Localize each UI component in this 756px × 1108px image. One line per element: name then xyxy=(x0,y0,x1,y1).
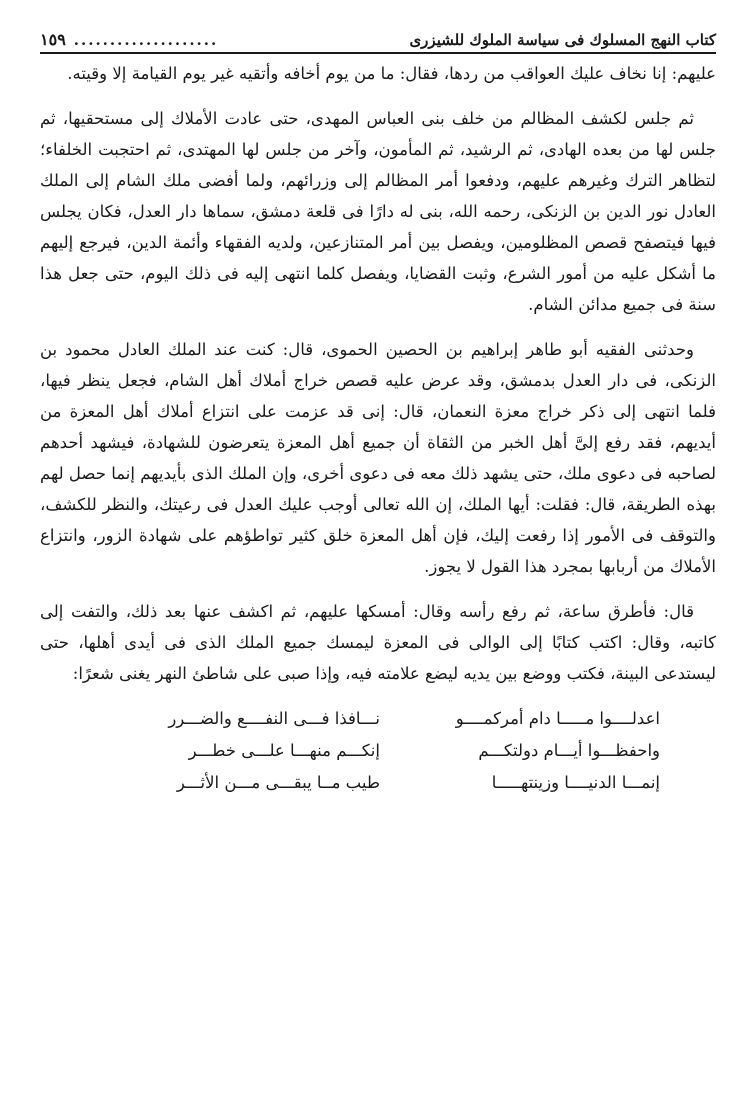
dot-leader: .................... xyxy=(73,31,219,49)
paragraph-2: ثم جلس لكشف المظالم من خلف بنى العباس المهدى، حتى عادت الأملاك إلى مستحقيها، ثم جلس لها من بعده الهادى، ثم الرشيد، ثم المأمون، وآخر من جلس لها المهتدى، ثم احتجبت الخلفاء؛ لتظاهر الترك وغيرهم عليهم، ودفعوا أمر المظالم إلى وزرائهم، ولما أفضى ملك الشام إلى الملك العادل نور الدين بن الزنكى، رحمه الله، بنى له دارًا فى قلعة دمشق، سماها دار العدل، فكان يجلس فيها فيتصفح قصص المظلومين، ويفصل بين أمر المتنازعين، ولديه الفقهاء وأئمة الدين، فيرجع إليهم ما أشكل عليه من أمور الشرع، وثبت القضايا، ويفصل كلما انتهى إليه فى ذلك اليوم، حتى جعل هذا سنة فى جميع مدائن الشام. xyxy=(40,109,716,314)
page-number: ١٥٩ xyxy=(40,30,66,49)
running-title: كتاب النهج المسلوك فى سياسة الملوك للشيزرى xyxy=(409,31,716,49)
verse-first-hemistich: إنمـــا الدنيــــا وزينتهـــــا xyxy=(491,773,660,792)
paragraph-3: وحدثنى الفقيه أبو طاهر إبراهيم بن الحصين الحموى، قال: كنت عند الملك العادل محمود بن الزنكى، فى دار العدل بدمشق، وقد عرض عليه قصص خراج أملاك أهل الشام، فجعل ينظر فيها، فلما انتهى إلى ذكر خراج معزة النعمان، قال: إنى قد عزمت على انتزاع أملاك أهل المعزة من أيديهم، فقد رفع إلىَّ أهل الخبر من الثقاة أن جميع أهل المعزة يتعرضون للشهادة، فيشهد أحدهم لصاحبه فى دعوى ملك، حتى يشهد ذلك معه فى دعوى أخرى، وإن الملك الذى بأيديهم إنما حصل لهم بهذه الطريقة، قال: فقلت: أيها الملك، إن الله تعالى أوجب عليك العدل فى رعيتك، والنظر للكشف، والتوقف فى الأمور إذا رفعت إليك، فإن أهل المعزة خلق كثير تواطؤهم على شهادة الزور، وانتزاع الأملاك من أربابها بمجرد هذا القول لا يجوز. xyxy=(40,340,716,576)
verse-first-hemistich: اعدلــــوا مـــــا دام أمركمــــو xyxy=(455,709,660,728)
running-header xyxy=(40,30,716,54)
paragraph-4: قال: فأطرق ساعة، ثم رفع رأسه وقال: أمسكها عليهم، ثم اكشف عنها بعد ذلك، والتفت إلى كاتبه، وقال: اكتب كتابًا إلى الوالى فى المعزة ليمسك جميع الملك الذى فى أيدى أهلها، حتى ليستدعى البينة، فكتب ووضع بين يديه ليضع علامته فيه، وإذا صبى على شاطئ النهر يغنى شعرًا: xyxy=(40,602,716,683)
paragraph-1: عليهم: إنا نخاف عليك العواقب من ردها، فقال: ما من يوم أخافه وأتقيه غير يوم القيامة إلا وقيته. xyxy=(67,64,716,83)
book-page xyxy=(40,30,716,1070)
verse-second-hemistich: طيب مــا يبقـــى مـــن الأثـــر xyxy=(176,773,380,792)
verse-first-hemistich: واحفظـــوا أيـــام دولتكـــم xyxy=(478,741,660,760)
verse-line xyxy=(140,735,660,767)
verse-line xyxy=(140,767,660,799)
verse-second-hemistich: إنكـــم منهـــا علـــى خطـــر xyxy=(188,741,380,760)
verse-line xyxy=(140,703,660,735)
verse-second-hemistich: نـــافذا فـــى النفــــع والضـــرر xyxy=(168,709,380,728)
poem xyxy=(140,703,660,799)
